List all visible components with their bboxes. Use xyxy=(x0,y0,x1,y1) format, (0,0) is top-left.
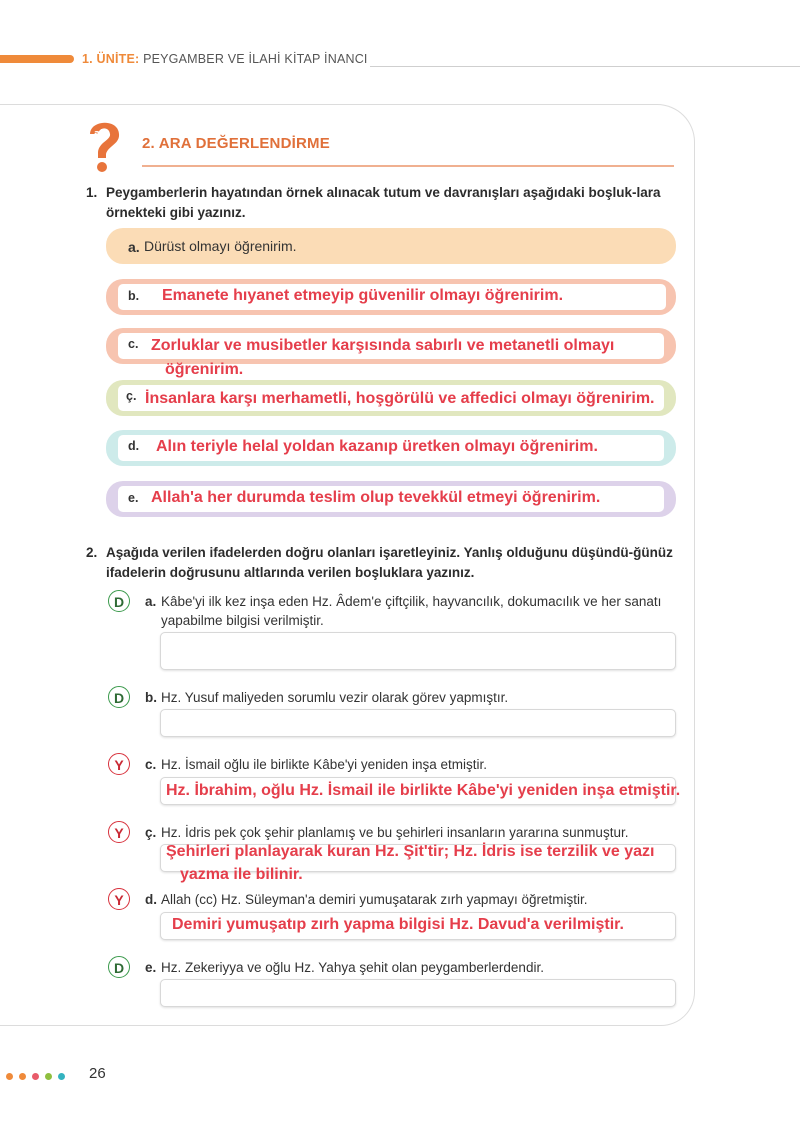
answer-label-e: e. xyxy=(128,491,139,505)
section-title: 2. ARA DEĞERLENDİRME xyxy=(142,135,330,152)
answer-d[interactable]: Alın teriyle helal yoldan kazanıp üretken olmayı öğrenirim. xyxy=(156,438,598,455)
answer-row-d xyxy=(106,430,676,466)
correction-cc-line2[interactable]: yazma ile bilinir. xyxy=(180,866,303,883)
answer-label-d: d. xyxy=(128,439,140,453)
section-divider xyxy=(142,165,674,167)
header-divider xyxy=(370,66,800,67)
question-2-number: 2. xyxy=(86,545,98,560)
statement-label-a: a. xyxy=(145,594,157,609)
page-number: 26 xyxy=(89,1065,106,1082)
answer-label-c: c. xyxy=(128,337,139,351)
statement-label-c: c. xyxy=(145,757,157,772)
question-1-number: 1. xyxy=(86,185,98,200)
footer-dot xyxy=(32,1073,39,1080)
question-2 xyxy=(86,543,676,583)
answer-cc[interactable]: İnsanlara karşı merhametli, hoşgörülü ve affedici olmayı öğrenirim. xyxy=(145,390,655,407)
question-head-icon xyxy=(84,114,124,178)
answer-row-e xyxy=(106,481,676,517)
statement-a xyxy=(108,592,678,632)
correction-cc-line1[interactable]: Şehirleri planlayarak kuran Hz. Şit'tir; Hz. İdris ise terzilik ve yazı xyxy=(166,843,655,860)
correction-box-e[interactable] xyxy=(160,979,676,1007)
unit-header xyxy=(82,52,368,66)
statement-text-b: Hz. Yusuf maliyeden sorumlu vezir olarak görev yapmıştır. xyxy=(161,690,509,705)
header-accent-bar xyxy=(0,55,74,63)
statement-text-d: Allah (cc) Hz. Süleyman'a demiri yumuşatarak zırh yapmayı öğretmiştir. xyxy=(161,892,588,907)
answer-b[interactable]: Emanete hıyanet etmeyip güvenilir olmayı öğrenirim. xyxy=(162,287,564,304)
answer-c-line2[interactable]: öğrenirim. xyxy=(165,361,244,378)
false-mark-c[interactable]: Y xyxy=(108,753,130,775)
statement-label-d: d. xyxy=(145,892,157,907)
answer-c-line1[interactable]: Zorluklar ve musibetler karşısında sabırlı ve metanetli olmayı xyxy=(151,337,615,354)
answer-label-b: b. xyxy=(128,289,140,303)
statement-d xyxy=(108,890,678,910)
correction-box-a[interactable] xyxy=(160,632,676,670)
correction-d[interactable]: Demiri yumuşatıp zırh yapma bilgisi Hz. Davud'a verilmiştir. xyxy=(172,916,624,933)
footer-dot xyxy=(6,1073,13,1080)
statement-cc xyxy=(108,823,678,843)
false-mark-d[interactable]: Y xyxy=(108,888,130,910)
statement-text-cc: Hz. İdris pek çok şehir planlamış ve bu şehirleri insanların yararına sunmuştur. xyxy=(161,825,629,840)
statement-label-e: e. xyxy=(145,960,157,975)
example-text: Dürüst olmayı öğrenirim. xyxy=(144,238,297,254)
true-mark-a[interactable]: D xyxy=(108,590,130,612)
footer-dot xyxy=(19,1073,26,1080)
false-mark-cc[interactable]: Y xyxy=(108,821,130,843)
statement-text-c: Hz. İsmail oğlu ile birlikte Kâbe'yi yeniden inşa etmiştir. xyxy=(161,757,487,772)
statement-label-cc: ç. xyxy=(145,825,157,840)
statement-e xyxy=(108,958,678,978)
answer-label-cc: ç. xyxy=(126,389,137,403)
correction-c[interactable]: Hz. İbrahim, oğlu Hz. İsmail ile birlikte Kâbe'yi yeniden inşa etmiştir. xyxy=(166,782,681,799)
unit-title: PEYGAMBER VE İLAHİ KİTAP İNANCI xyxy=(143,52,368,66)
footer-dot xyxy=(45,1073,52,1080)
statement-text-a: Kâbe'yi ilk kez inşa eden Hz. Âdem'e çiftçilik, hayvancılık, dokumacılık ve her sanatı yapabilme bilgisi verilmiştir. xyxy=(161,594,662,628)
svg-text:ab: ab xyxy=(94,129,107,139)
question-1-text: Peygamberlerin hayatından örnek alınacak tutum ve davranışları aşağıdaki boşluk-lara örnekteki gibi yazınız. xyxy=(106,185,661,220)
statement-label-b: b. xyxy=(145,690,157,705)
true-mark-e[interactable]: D xyxy=(108,956,130,978)
question-2-text: Aşağıda verilen ifadelerden doğru olanları işaretleyiniz. Yanlış olduğunu düşündü-ğünüz ifadelerin doğrusunu altlarında verilen boşluklara yazınız. xyxy=(106,545,673,580)
example-answer-row xyxy=(106,228,676,264)
footer-dot xyxy=(58,1073,65,1080)
answer-row-b xyxy=(106,279,676,315)
statement-b xyxy=(108,688,678,708)
statement-c xyxy=(108,755,678,775)
correction-box-b[interactable] xyxy=(160,709,676,737)
statement-text-e: Hz. Zekeriyya ve oğlu Hz. Yahya şehit olan peygamberlerdendir. xyxy=(161,960,544,975)
example-label: a. xyxy=(128,239,140,255)
question-1 xyxy=(86,183,676,223)
answer-e[interactable]: Allah'a her durumda teslim olup tevekkül etmeyi öğrenirim. xyxy=(151,489,601,506)
true-mark-b[interactable]: D xyxy=(108,686,130,708)
unit-label: 1. ÜNİTE: xyxy=(82,52,140,66)
footer-dots xyxy=(6,1067,71,1085)
